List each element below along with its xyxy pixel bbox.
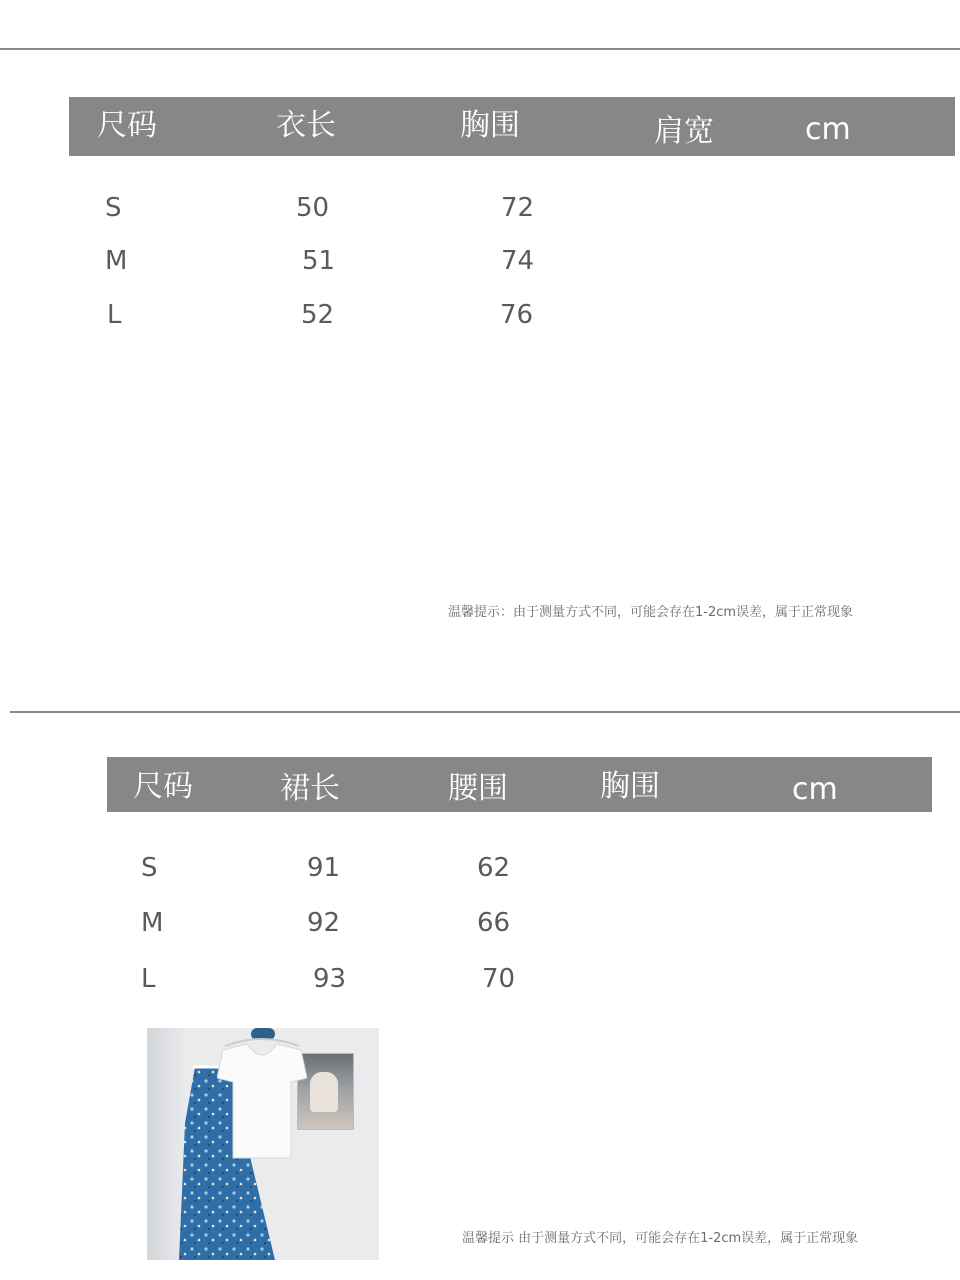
size-cell: S xyxy=(141,853,158,883)
white-tshirt-image xyxy=(217,1036,307,1166)
header-waist: 腰围 xyxy=(448,771,508,806)
size-cell: L xyxy=(107,300,122,330)
header-size: 尺码 xyxy=(133,769,193,804)
header-skirt-length: 裙长 xyxy=(280,771,340,806)
waist-cell: 66 xyxy=(477,908,511,938)
measurement-note: 温馨提示 由于测量方式不同，可能会存在1-2cm误差，属于正常现象 xyxy=(462,1231,859,1246)
header-unit: cm xyxy=(805,112,851,147)
length-cell: 52 xyxy=(301,300,335,330)
size-cell: L xyxy=(141,964,156,994)
length-cell: 50 xyxy=(296,193,330,223)
size-cell: M xyxy=(105,246,128,276)
length-cell: 92 xyxy=(307,908,341,938)
size-cell: M xyxy=(141,908,164,938)
length-cell: 93 xyxy=(313,964,347,994)
header-unit: cm xyxy=(792,772,838,807)
measurement-note: 温馨提示：由于测量方式不同，可能会存在1-2cm误差，属于正常现象 xyxy=(448,605,854,620)
bottom-size-table-header xyxy=(107,757,932,812)
length-cell: 91 xyxy=(307,853,341,883)
header-chest: 胸围 xyxy=(460,108,520,143)
header-shoulder: 肩宽 xyxy=(654,114,714,149)
chest-cell: 72 xyxy=(501,193,535,223)
chest-cell: 76 xyxy=(500,300,534,330)
waist-cell: 70 xyxy=(482,964,516,994)
product-photo xyxy=(147,1028,379,1260)
chest-cell: 74 xyxy=(501,246,535,276)
top-size-table-header xyxy=(69,97,955,156)
size-cell: S xyxy=(105,193,122,223)
header-garment-length: 衣长 xyxy=(276,108,336,143)
middle-divider xyxy=(10,711,960,713)
top-divider xyxy=(0,48,960,50)
header-chest: 胸围 xyxy=(600,769,660,804)
header-size: 尺码 xyxy=(97,108,157,143)
waist-cell: 62 xyxy=(477,853,511,883)
length-cell: 51 xyxy=(302,246,336,276)
